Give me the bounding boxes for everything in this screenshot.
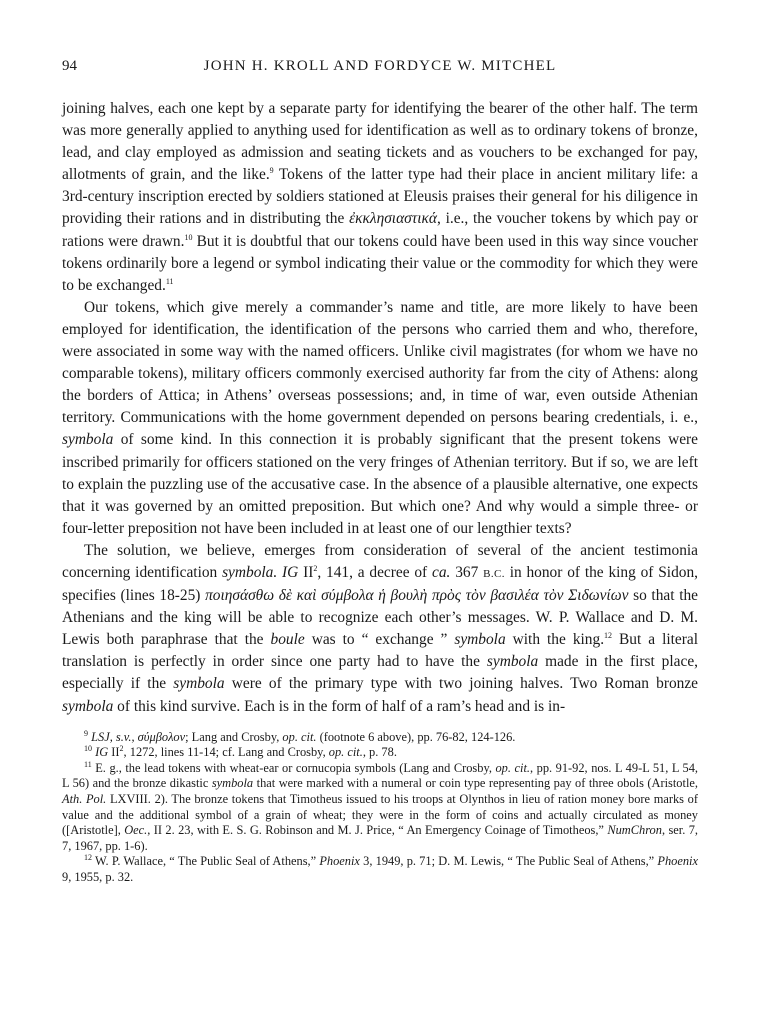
text-run: 3, 1949, p. 71; D. M. Lewis, “ The Public Seal of Athens,” — [359, 854, 658, 869]
note-marker: 2 — [119, 744, 124, 754]
text-run: E. g., the lead tokens with wheat-ear or cornucopia symbols (Lang and Crosby, — [91, 760, 496, 775]
text-run: symbola — [62, 431, 114, 449]
text-run: Tokens of the latter type had their place in ancient military life: a 3rd-century inscription erected by soldiers stationed at Eleusis praises their general for his diligence in providing their rations and in distributing the — [62, 166, 698, 228]
paragraph — [62, 297, 698, 540]
text-run: op. cit. — [495, 760, 530, 775]
text-run: Phoenix — [319, 854, 360, 869]
text-run: op. cit. — [328, 745, 363, 760]
text-run: Oec. — [124, 823, 148, 838]
text-run: symbola. IG — [222, 563, 299, 581]
text-run: , II 2. 23, with E. S. G. Robinson and M. J. Price, “ An Emergency Coinage of Timotheos,” — [147, 823, 608, 838]
running-head — [62, 58, 698, 84]
note-marker: 11 — [84, 759, 92, 769]
text-run: B.C. — [483, 567, 505, 580]
text-run: made in the first place, especially if the — [62, 653, 698, 693]
paragraph — [62, 540, 698, 718]
text-run: 367 — [450, 563, 484, 581]
text-run: LSJ, s.v., σύμβολον — [91, 729, 186, 744]
text-run: symbola — [62, 697, 114, 715]
text-run: Ath. Pol. — [62, 792, 107, 806]
text-run: with the king. — [505, 631, 605, 649]
text-run: of some kind. In this connection it is probably significant that the present tokens were inscribed primarily for officers stationed on the very fringes of Athenian territory. But if so, we are left to explain the puzzling use of the accusative case. In the absence of a plausible alternative, one expects that it was governed by an omitted preposition. But which one? And why would a simple three- or four-letter preposition not have been included in at least one of our lengthier texts? — [62, 431, 698, 537]
text-run: But it is doubtful that our tokens could have been used in this way since voucher tokens ordinarily bore a legend or symbol indicating their value or the commodity for which they were to be exchanged. — [62, 232, 698, 294]
text-run: But a literal translation is perfectly in order since one party had to have the — [62, 631, 698, 671]
text-run: II — [108, 745, 120, 760]
text-run: of this kind survive. Each is in the form of half of a ram’s head and is in- — [113, 697, 566, 715]
note-marker: 12 — [604, 631, 613, 641]
text-run: ποιησάσθω δὲ καὶ σύμβολα ἡ βουλὴ πρὸς τὸν βασιλέα τὸν Σιδωνίων — [205, 587, 629, 605]
text-run: (footnote 6 above), pp. 76-82, 124-126. — [316, 729, 516, 744]
text-run: in honor of the king of Sidon, specifies (lines 18-25) — [62, 563, 699, 605]
note-marker: 2 — [313, 563, 318, 573]
note-marker: 9 — [84, 728, 88, 738]
page-number: 94 — [62, 58, 77, 74]
text-run: , p. 78. — [362, 745, 397, 760]
text-run: boule — [270, 631, 305, 649]
text-run: , pp. 91-92, nos. L 49-L 51, L 54, L 56) and the bronze dikastic — [62, 760, 698, 791]
text-run: IG — [95, 745, 109, 760]
text-run: ca. — [432, 563, 451, 581]
body-text — [62, 98, 698, 718]
text-run: symbola — [173, 675, 225, 693]
text-run: Phoenix — [657, 854, 698, 869]
note-marker: 9 — [269, 166, 274, 176]
note-marker: 11 — [165, 276, 174, 286]
footnote — [62, 761, 698, 855]
text-run: NumChron — [607, 823, 662, 838]
text-run: op. cit. — [282, 729, 317, 744]
text-run: , ser. 7, 7, 1967, pp. 1-6). — [62, 823, 698, 853]
footnote — [62, 745, 698, 761]
text-run: W. P. Wallace, “ The Public Seal of Athens,” — [92, 854, 320, 869]
text-run: ; Lang and Crosby, — [185, 729, 283, 744]
text-run: so that the Athenians and the king will be able to recognize each other’s messages. W. P. Wallace and D. M. Lewis both paraphrase that the — [62, 587, 698, 649]
text-run: LXVIII. 2). The bronze tokens that Timotheus issued to his troops at Olynthos in lieu of ration money bore marks of value and the additional symbol of a grain of wheat; they were in the form of coins and actually circulated as money ([Aristotle], — [62, 792, 698, 838]
text-run: 9, 1955, p. 32. — [62, 869, 134, 884]
text-run: , i.e., the voucher tokens by which pay or rations were drawn. — [62, 210, 698, 250]
note-marker: 10 — [184, 232, 193, 242]
text-run: symbola — [486, 653, 539, 671]
text-run: The solution, we believe, emerges from consideration of several of the ancient testimonia concerning identification — [62, 541, 698, 581]
text-run: Our tokens, which give merely a commander’s name and title, are more likely to have been employed for identification, the identification of the persons who carried them and who, therefore, were associated in some way with the named officers. Unlike civil magistrates (for whom we have no comparable tokens), military officers commonly exercised authority far from the city of Athens: along the borders of Attica; in Athens’ overseas possessions; and, in time of war, even outside Athenian territory. Communications with the home government depended on persons bearing credentials, i. e., — [62, 298, 698, 427]
text-run: symbola — [211, 776, 254, 791]
footnote — [62, 854, 698, 885]
text-run: that were marked with a numeral or coin type representing pay of three obols (Aristotle, — [253, 776, 698, 791]
text-run: , 1272, lines 11-14; cf. Lang and Crosby, — [123, 745, 329, 760]
text-run: symbola — [454, 631, 506, 649]
footnotes — [62, 730, 698, 886]
text-run: II — [298, 563, 314, 581]
paragraph — [62, 98, 698, 297]
footnote — [62, 730, 698, 746]
text-run: ἐκκλησιαστικά — [349, 210, 437, 228]
text-run: were of the primary type with two joining halves. Two Roman bronze — [224, 675, 698, 693]
text-run: , 141, a decree of — [317, 563, 432, 581]
text-run: joining halves, each one kept by a separate party for identifying the bearer of the other half. The term was more generally applied to anything used for identification as well as to ordinary tokens of bronze, lead, and clay employed as admission and seating tickets and as vouchers to be exchanged for pay, allotments of grain, and the like. — [62, 100, 698, 184]
note-marker: 12 — [84, 853, 92, 863]
page — [62, 58, 698, 886]
running-head-authors: JOHN H. KROLL AND FORDYCE W. MITCHEL — [203, 58, 557, 74]
text-run: was to “ exchange ” — [304, 631, 455, 649]
note-marker: 10 — [84, 744, 92, 754]
